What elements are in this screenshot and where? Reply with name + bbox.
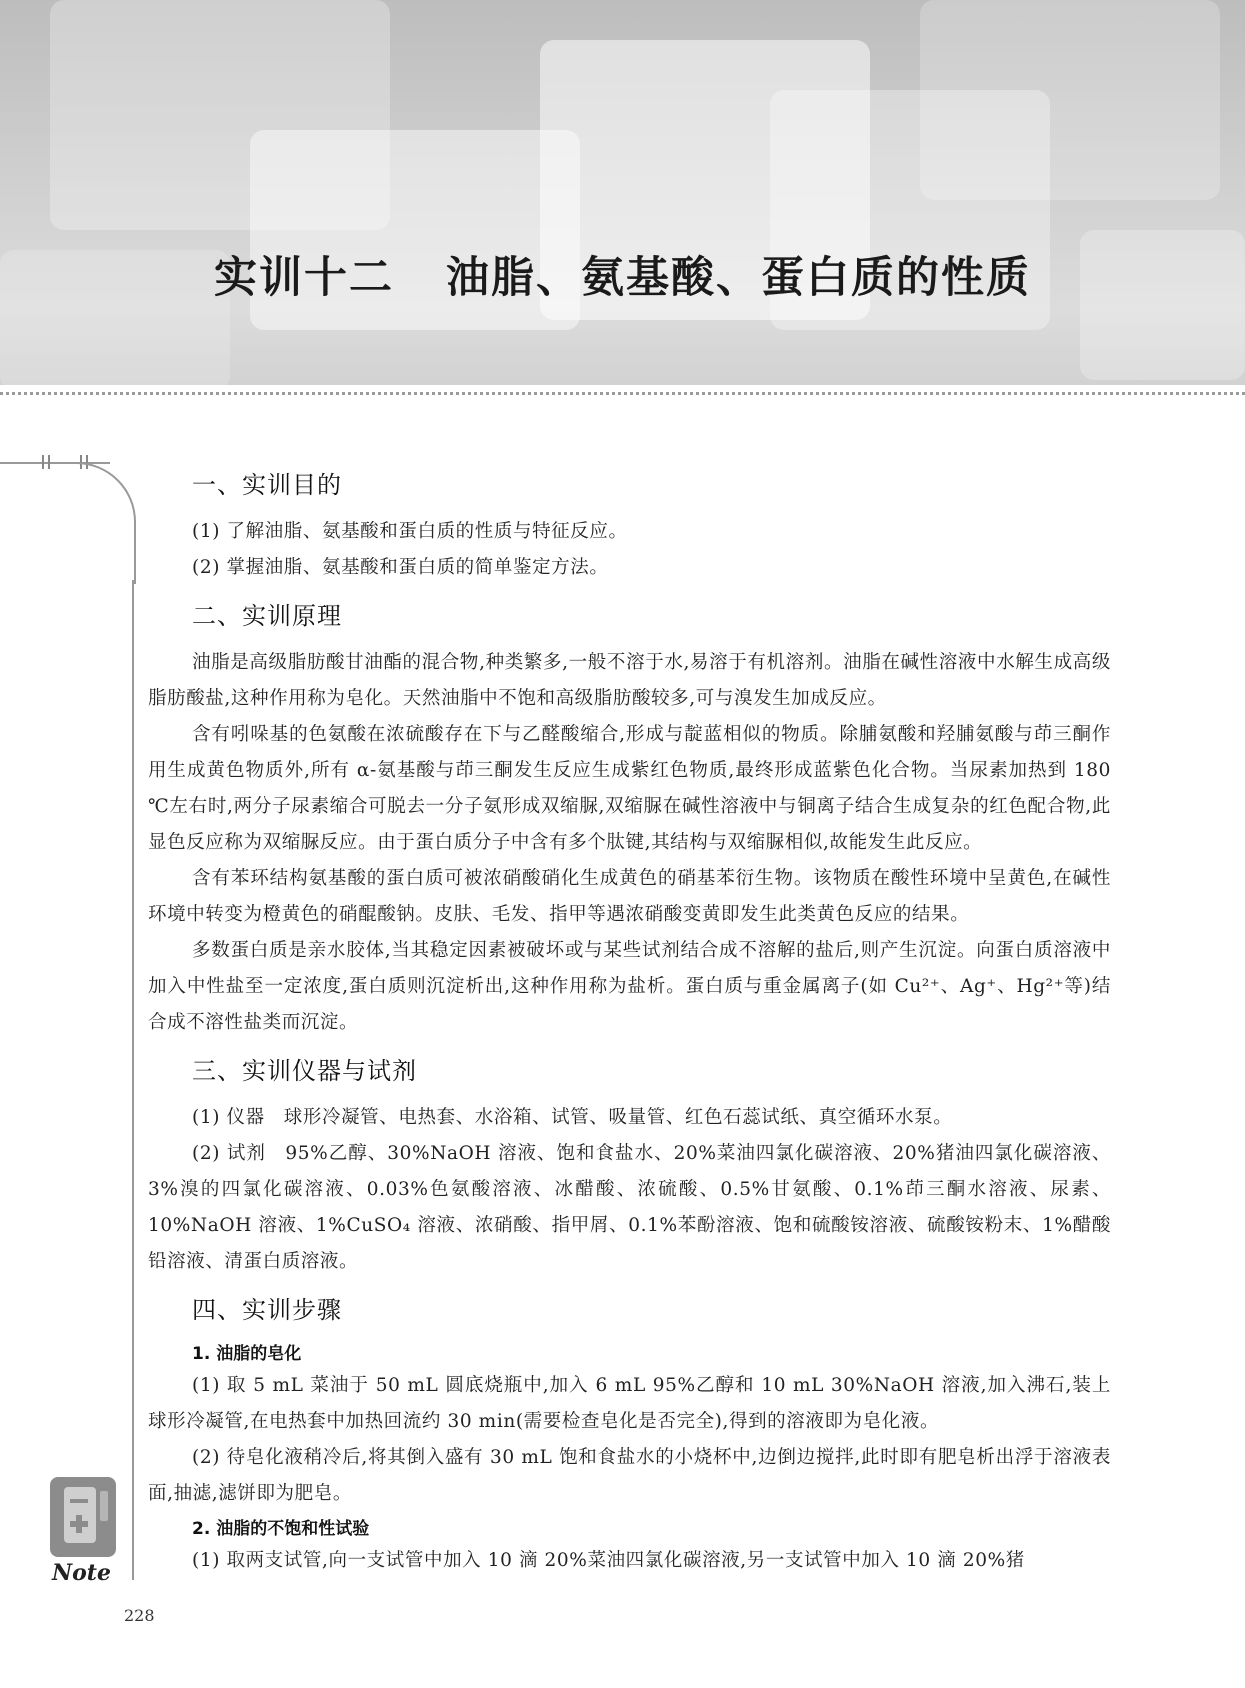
paragraph: (2) 待皂化液稍冷后,将其倒入盛有 30 mL 饱和食盐水的小烧杯中,边倒边搅拌,此时即有肥皂析出浮于溶液表面,抽滤,滤饼即为肥皂。	[148, 1447, 1111, 1504]
banner-decor-square	[920, 0, 1220, 200]
section-heading: 三、实训仪器与试剂	[192, 1057, 417, 1085]
chapter-banner	[0, 0, 1245, 385]
section-heading: 一、实训目的	[192, 471, 342, 499]
paragraph: (2) 试剂 95%乙醇、30%NaOH 溶液、饱和食盐水、20%菜油四氯化碳溶液、20%猪油四氯化碳溶液、3%溴的四氯化碳溶液、0.03%色氨酸溶液、冰醋酸、浓硫酸、0.5%甘氨酸、0.1%茚三酮水溶液、尿素、10%NaOH 溶液、1%CuSO₄ 溶液、浓硝酸、指甲屑、0.1%苯酚溶液、饱和硫酸铵溶液、硫酸铵粉末、1%醋酸铅溶液、清蛋白质溶液。	[148, 1143, 1111, 1272]
paragraph: (1) 取 5 mL 菜油于 50 mL 圆底烧瓶中,加入 6 mL 95%乙醇和 10 mL 30%NaOH 溶液,加入沸石,装上球形冷凝管,在电热套中加热回流约 30 min(需要检查皂化是否完全),得到的溶液即为皂化液。	[148, 1375, 1111, 1432]
section-principles	[148, 596, 1111, 1041]
section-apparatus-reagents	[148, 1051, 1111, 1280]
chapter-title	[0, 244, 1245, 305]
paragraph: 含有苯环结构氨基酸的蛋白质可被浓硝酸硝化生成黄色的硝基苯衍生物。该物质在酸性环境中呈黄色,在碱性环境中转变为橙黄色的硝醌酸钠。皮肤、毛发、指甲等遇浓硝酸变黄即发生此类黄色反应的结果。	[148, 868, 1111, 925]
page-body	[148, 455, 1111, 1587]
page-number: 228	[124, 1606, 155, 1625]
paragraph: 多数蛋白质是亲水胶体,当其稳定因素被破坏或与某些试剂结合成不溶解的盐后,则产生沉淀。向蛋白质溶液中加入中性盐至一定浓度,蛋白质则沉淀析出,这种作用称为盐析。蛋白质与重金属离子(如 Cu²⁺、Ag⁺、Hg²⁺等)结合成不溶性盐类而沉淀。	[148, 940, 1111, 1033]
subsection-heading: 2. 油脂的不饱和性试验	[192, 1519, 370, 1539]
section-heading: 二、实训原理	[192, 602, 342, 630]
banner-divider	[0, 392, 1245, 395]
section-procedure	[148, 1290, 1111, 1579]
list-item: (1) 了解油脂、氨基酸和蛋白质的性质与特征反应。	[192, 521, 628, 542]
section-heading: 四、实训步骤	[192, 1296, 342, 1324]
paragraph: (1) 取两支试管,向一支试管中加入 10 滴 20%菜油四氯化碳溶液,另一支试管中加入 10 滴 20%猪	[192, 1550, 1025, 1571]
margin-tick	[48, 455, 50, 469]
paragraph: 油脂是高级脂肪酸甘油酯的混合物,种类繁多,一般不溶于水,易溶于有机溶剂。油脂在碱性溶液中水解生成高级脂肪酸盐,这种作用称为皂化。天然油脂中不饱和高级脂肪酸较多,可与溴发生加成反应。	[148, 652, 1111, 709]
margin-rule-vertical	[132, 580, 134, 1580]
section-objectives	[148, 465, 1111, 586]
paragraph: (1) 仪器 球形冷凝管、电热套、水浴箱、试管、吸量管、红色石蕊试纸、真空循环水泵。	[192, 1107, 953, 1128]
list-item: (2) 掌握油脂、氨基酸和蛋白质的简单鉴定方法。	[192, 557, 609, 578]
margin-rule-arc	[60, 462, 136, 584]
chapter-name: 油脂、氨基酸、蛋白质的性质	[446, 253, 1031, 303]
paragraph: 含有吲哚基的色氨酸在浓硫酸存在下与乙醛酸缩合,形成与靛蓝相似的物质。除脯氨酸和羟脯氨酸与茚三酮作用生成黄色物质外,所有 α-氨基酸与茚三酮发生反应生成紫红色物质,最终形成蓝紫色化合物。当尿素加热到 180 ℃左右时,两分子尿素缩合可脱去一分子氨形成双缩脲,双缩脲在碱性溶液中与铜离子结合生成复杂的红色配合物,此显色反应称为双缩脲反应。由于蛋白质分子中含有多个肽键,其结构与双缩脲相似,故能发生此反应。	[148, 724, 1111, 853]
note-icon	[50, 1477, 116, 1557]
subsection-heading: 1. 油脂的皂化	[192, 1344, 302, 1364]
margin-tick	[42, 455, 44, 469]
chapter-number: 实训十二	[214, 253, 394, 303]
note-label: Note	[52, 1560, 111, 1586]
